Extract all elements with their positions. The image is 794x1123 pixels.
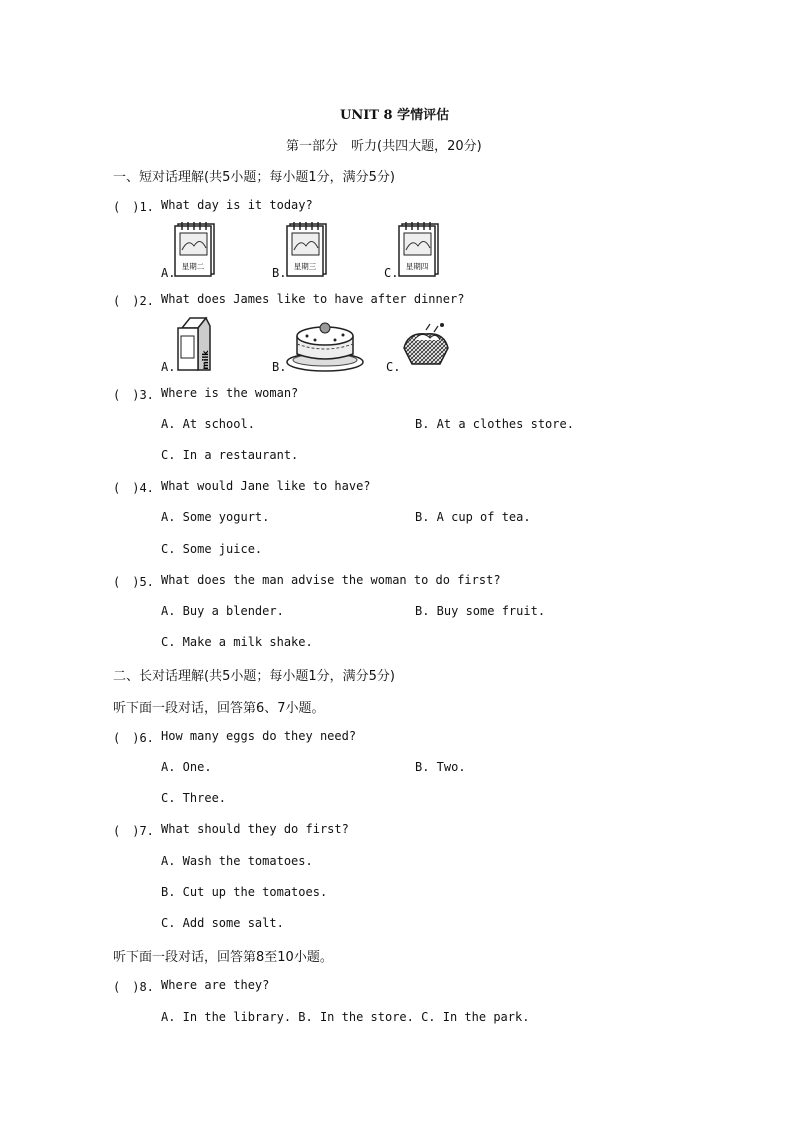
option-letter: C. xyxy=(386,360,401,374)
calendar-icon xyxy=(286,220,330,278)
option-b[interactable]: B. Buy some fruit. xyxy=(415,604,546,618)
option-a[interactable]: A. Wash the tomatoes. xyxy=(161,854,313,868)
calendar-icon xyxy=(398,220,442,278)
option-letter: A. xyxy=(161,360,176,374)
answer-blank-q1[interactable]: ( )1. xyxy=(113,200,154,214)
question-q8: Where are they? xyxy=(161,978,270,992)
option-letter: B. xyxy=(272,360,287,374)
answer-blank-q5[interactable]: ( )5. xyxy=(113,575,154,589)
question-q7: What should they do first? xyxy=(161,822,349,836)
option-letter: B. xyxy=(272,266,287,280)
option-c[interactable]: C. Make a milk shake. xyxy=(161,635,313,649)
option-c[interactable]: C. Add some salt. xyxy=(161,916,284,930)
page-title: UNIT 8 学情评估 xyxy=(340,108,450,123)
part2-intro-1: 听下面一段对话，回答第6、7小题。 xyxy=(113,701,325,716)
option-c[interactable]: C. Some juice. xyxy=(161,542,263,556)
calendar-icon xyxy=(174,220,218,278)
calendar-caption: 星期二 xyxy=(181,262,205,271)
option-letter: C. xyxy=(384,266,399,280)
section-title: 第一部分 听力(共四大题，20分) xyxy=(286,139,482,154)
answer-blank-q8[interactable]: ( )8. xyxy=(113,980,154,994)
option-c[interactable]: C. Three. xyxy=(161,791,227,805)
part2-intro-2: 听下面一段对话，回答第8至10小题。 xyxy=(113,950,333,965)
answer-blank-q4[interactable]: ( )4. xyxy=(113,481,154,495)
option-a[interactable]: A. Some yogurt. xyxy=(161,510,270,524)
option-letter: A. xyxy=(161,266,176,280)
option-b[interactable]: B. Two. xyxy=(415,760,466,774)
question-q3: Where is the woman? xyxy=(161,386,299,400)
question-q6: How many eggs do they need? xyxy=(161,729,357,743)
option-b[interactable]: B. A cup of tea. xyxy=(415,510,531,524)
question-q5: What does the man advise the woman to do first? xyxy=(161,573,501,587)
milk-carton-label: milk xyxy=(201,350,210,370)
calendar-caption: 星期三 xyxy=(293,262,317,271)
option-c[interactable]: C. In a restaurant. xyxy=(161,448,299,462)
part2-heading: 二、长对话理解(共5小题；每小题1分，满分5分) xyxy=(113,669,395,684)
ice-cream-icon xyxy=(400,322,452,372)
calendar-caption: 星期四 xyxy=(405,262,429,271)
option-b[interactable]: B. At a clothes store. xyxy=(415,417,574,431)
cake-icon xyxy=(285,314,365,374)
option-a[interactable]: A. At school. xyxy=(161,417,255,431)
option-a[interactable]: A. Buy a blender. xyxy=(161,604,284,618)
answer-blank-q3[interactable]: ( )3. xyxy=(113,388,154,402)
option-a[interactable]: A. One. xyxy=(161,760,212,774)
milk-carton-icon xyxy=(176,314,214,372)
question-q2: What does James like to have after dinner? xyxy=(161,292,465,306)
answer-blank-q7[interactable]: ( )7. xyxy=(113,824,154,838)
answer-blank-q6[interactable]: ( )6. xyxy=(113,731,154,745)
options-q8[interactable]: A. In the library. B. In the store. C. In the park. xyxy=(161,1010,530,1024)
question-q4: What would Jane like to have? xyxy=(161,479,371,493)
question-q1: What day is it today? xyxy=(161,198,313,212)
part1-heading: 一、短对话理解(共5小题；每小题1分，满分5分) xyxy=(113,170,395,185)
answer-blank-q2[interactable]: ( )2. xyxy=(113,294,154,308)
option-b[interactable]: B. Cut up the tomatoes. xyxy=(161,885,328,899)
